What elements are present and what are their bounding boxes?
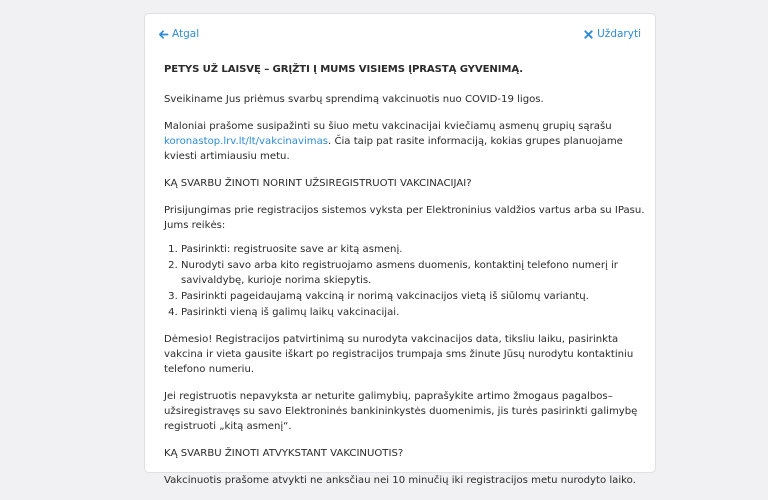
info-card	[144, 13, 656, 486]
arrival-paragraph: Vakcinuotis prašome atvykti ne anksčiau nei 10 minučių iki registracijos metu nurodyto laiko.	[164, 475, 636, 486]
list-item: 4. Pasirinkti vieną iš galimų laikų vakcinacijai.	[181, 305, 645, 320]
back-link[interactable]	[158, 28, 199, 40]
attention-paragraph: Dėmesio! Registracijos patvirtinimą su nurodyta vakcinacijos data, tiksliu laiku, pasirinkta vakcina ir vieta gausite iškart po registracijos trumpaja sms žinute Jūsų nurodytu kontaktiniu telefono numeriu.	[164, 334, 634, 375]
list-item: 3. Pasirinkti pageidaujamą vakciną ir norimą vakcinacijos vietą iš siūlomų variantų.	[181, 289, 645, 304]
intro-paragraph: Sveikiname Jus priėmus svarbų sprendimą vakcinuotis nuo COVID-19 ligos.	[164, 94, 544, 105]
fallback-paragraph: Jei registruotis nepavyksta ar neturite galimybių, paprašykite artimo žmogaus pagalbos– užsiregistravęs su savo Elektroninės bankininkystės duomenimis, jis turės pasirinkti galimybę registruoti „kitą asmenį“.	[164, 391, 638, 432]
arrow-left-icon	[158, 29, 169, 40]
list-item: 2. Nurodyti savo arba kito registruojamo asmens duomenis, kontaktinį telefono numerį ir savivaldybę, kurioje norima skiepytis.	[181, 258, 645, 288]
vaccination-groups-link[interactable]: koronastop.lrv.lt/lt/vakcinavimas	[164, 136, 329, 147]
article-body	[164, 62, 645, 500]
close-label: Uždaryti	[597, 28, 641, 40]
groups-text-pre: Maloniai prašome susipažinti su šiuo metu vakcinacijai kviečiamų asmenų grupių sąrašu	[164, 121, 612, 132]
close-link[interactable]	[583, 28, 641, 40]
close-icon	[583, 29, 594, 40]
groups-paragraph	[164, 119, 645, 164]
arrival-heading: KĄ SVARBU ŽINOTI ATVYKSTANT VAKCINUOTIS?	[164, 448, 404, 459]
steps-list	[164, 242, 645, 320]
article-title: PETYS UŽ LAISVĘ – GRĮŽTI Į MUMS VISIEMS ĮPRASTĄ GYVENIMĄ.	[164, 64, 523, 75]
login-paragraph: Prisijungimas prie registracijos sistemos vyksta per Elektroninius valdžios vartus arba su IPasu. Jums reikės:	[164, 205, 645, 231]
register-heading: KĄ SVARBU ŽINOTI NORINT UŽSIREGISTRUOTI VAKCINACIJAI?	[164, 178, 472, 189]
groups-text-post: . Čia taip pat rasite informaciją, kokias grupes planuojame kviesti artimiausiu metu.	[164, 136, 623, 162]
list-item: 1. Pasirinkti: registruosite save ar kitą asmenį.	[181, 242, 645, 257]
back-label: Atgal	[172, 28, 200, 40]
card-toolbar	[145, 28, 655, 44]
